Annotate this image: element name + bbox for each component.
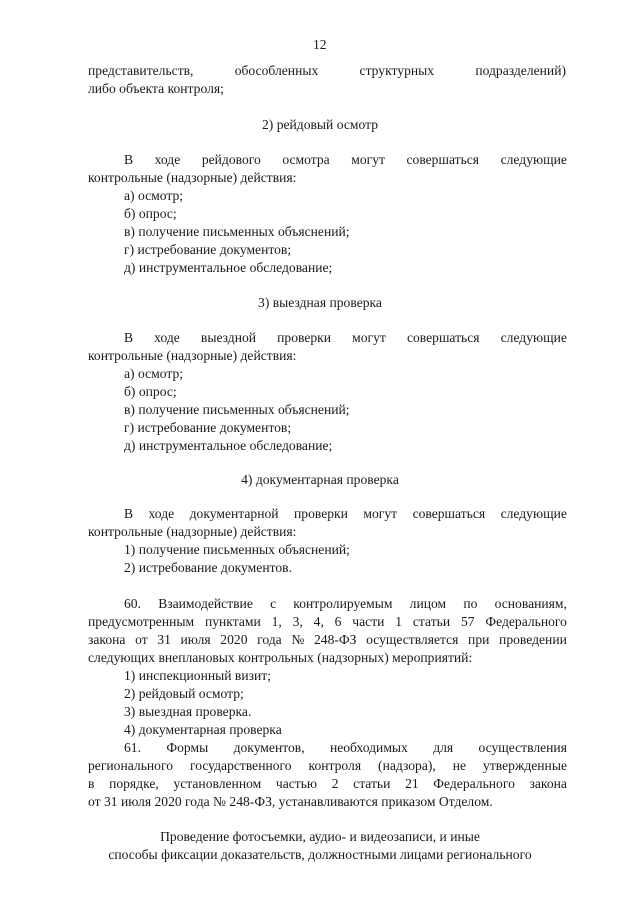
word: 31 (157, 632, 171, 647)
word: лицом (409, 596, 447, 611)
intro-line-2: либо объекта контроля; (88, 81, 224, 96)
word: проверки (277, 330, 332, 345)
clause-60-line-1 (124, 595, 567, 613)
word: 3, (292, 614, 303, 629)
word: 2 (331, 776, 339, 791)
word: 4, (313, 614, 324, 629)
word: по (463, 596, 478, 611)
clause-60-list-item: 4) документарная проверка (124, 722, 282, 737)
raid-list-item: г) истребование документов; (124, 242, 292, 257)
word: В (124, 506, 134, 521)
word: контролируемым (293, 596, 393, 611)
documentary-list-item: 1) получение письменных объяснений; (124, 542, 350, 557)
word: Федерального (485, 614, 567, 629)
word: ходе (154, 152, 181, 167)
section-heading-raid: 2) рейдовый осмотр (261, 117, 379, 132)
word: года (257, 632, 282, 647)
word: 57 (460, 614, 475, 629)
word: осуществления (478, 740, 567, 755)
word: (надзора), (378, 758, 436, 773)
word: Формы (166, 740, 209, 755)
word: установленном (173, 776, 262, 791)
word: могут (351, 152, 385, 167)
word: следующие (500, 506, 567, 521)
word: необходимых (329, 740, 408, 755)
word: документарной (189, 506, 279, 521)
word: статьи (353, 776, 391, 791)
raid-list-item: д) инструментальное обследование; (124, 260, 333, 275)
word: представительств, (88, 63, 194, 78)
word: порядке, (109, 776, 159, 791)
clause-60-line-2 (88, 613, 567, 631)
word: при (468, 632, 490, 647)
word: предусмотренным (88, 614, 195, 629)
word: закона (529, 776, 567, 791)
closing-heading-line-2: способы фиксации доказательств, должностными лицами регионального (108, 847, 532, 862)
onsite-list-item: г) истребование документов; (124, 420, 292, 435)
clause-60-list-item: 1) инспекционный визит; (124, 668, 271, 683)
word: 248-ФЗ (313, 632, 357, 647)
word: от (135, 632, 148, 647)
word: следующие (500, 330, 567, 345)
onsite-paragraph-line-2: контрольные (надзорные) действия: (88, 348, 297, 363)
clause-61-line-3 (88, 775, 567, 793)
word: осуществляется (366, 632, 459, 647)
word: выездной (200, 330, 257, 345)
word: закона (88, 632, 126, 647)
word: основаниям, (494, 596, 567, 611)
onsite-list-item: б) опрос; (124, 384, 177, 399)
word: В (124, 330, 134, 345)
word: В (124, 152, 134, 167)
clause-60-list-item: 2) рейдовый осмотр; (124, 686, 244, 701)
word: пунктами (204, 614, 261, 629)
word: осмотра (282, 152, 330, 167)
closing-heading-line-1: Проведение фотосъемки, аудио- и видеозаписи, и иные (160, 829, 480, 844)
raid-list-item: а) осмотр; (124, 188, 184, 203)
onsite-paragraph-line-1 (124, 329, 567, 347)
word: проведении (499, 632, 567, 647)
section-heading-documentary: 4) документарная проверка (241, 472, 399, 487)
word: 21 (405, 776, 419, 791)
word: совершаться (406, 152, 480, 167)
word: структурных (359, 63, 435, 78)
word: 1 (395, 614, 403, 629)
word: подразделений) (475, 63, 566, 78)
word: Федерального (433, 776, 515, 791)
word: ходе (148, 506, 175, 521)
word: контроля (308, 758, 362, 773)
word: могут (363, 506, 398, 521)
word: могут (352, 330, 386, 345)
word: государственного (189, 758, 292, 773)
onsite-list-item: в) получение письменных объяснений; (124, 402, 350, 417)
documentary-paragraph-line-2: контрольные (надзорные) действия: (88, 524, 297, 539)
word: рейдового (201, 152, 261, 167)
onsite-list-item: д) инструментальное обследование; (124, 438, 333, 453)
word: в (88, 776, 95, 791)
section-heading-onsite: 3) выездная проверка (258, 295, 382, 310)
word: части (352, 614, 385, 629)
word: 60. (124, 596, 141, 611)
word: документов, (233, 740, 305, 755)
word: обособленных (234, 63, 319, 78)
onsite-list-item: а) осмотр; (124, 366, 184, 381)
word: регионального (88, 758, 173, 773)
word: 6 (334, 614, 342, 629)
clause-60-line-3 (88, 631, 567, 649)
intro-line-1 (88, 62, 566, 80)
word: 1, (271, 614, 282, 629)
word: № (291, 632, 305, 647)
clause-61-line-4: от 31 июля 2020 года № 248-ФЗ, устанавливаются приказом Отделом. (88, 794, 493, 809)
word: для (433, 740, 454, 755)
word: совершаться (412, 506, 486, 521)
documentary-paragraph-line-1 (124, 505, 567, 523)
word: Взаимодействие (158, 596, 253, 611)
raid-list-item: в) получение письменных объяснений; (124, 224, 350, 239)
word: следующие (500, 152, 567, 167)
word: 61. (124, 740, 141, 755)
raid-paragraph-line-2: контрольные (надзорные) действия: (88, 170, 297, 185)
word: ходе (154, 330, 180, 345)
word: частью (275, 776, 318, 791)
documentary-list-item: 2) истребование документов. (124, 560, 292, 575)
word: статьи (412, 614, 451, 629)
word: 2020 (220, 632, 248, 647)
word: проверки (294, 506, 348, 521)
raid-paragraph-line-1 (124, 151, 567, 169)
word: совершаться (406, 330, 480, 345)
clause-60-list-item: 3) выездная проверка. (124, 704, 252, 719)
page-number: 12 (313, 37, 327, 52)
word: с (270, 596, 277, 611)
raid-list-item: б) опрос; (124, 206, 177, 221)
word: июля (180, 632, 211, 647)
word: не (452, 758, 467, 773)
clause-61-line-2 (88, 757, 567, 775)
word: утвержденные (483, 758, 567, 773)
clause-60-line-4: следующих внеплановых контрольных (надзорных) мероприятий: (88, 650, 473, 665)
clause-61-line-1 (124, 739, 567, 757)
